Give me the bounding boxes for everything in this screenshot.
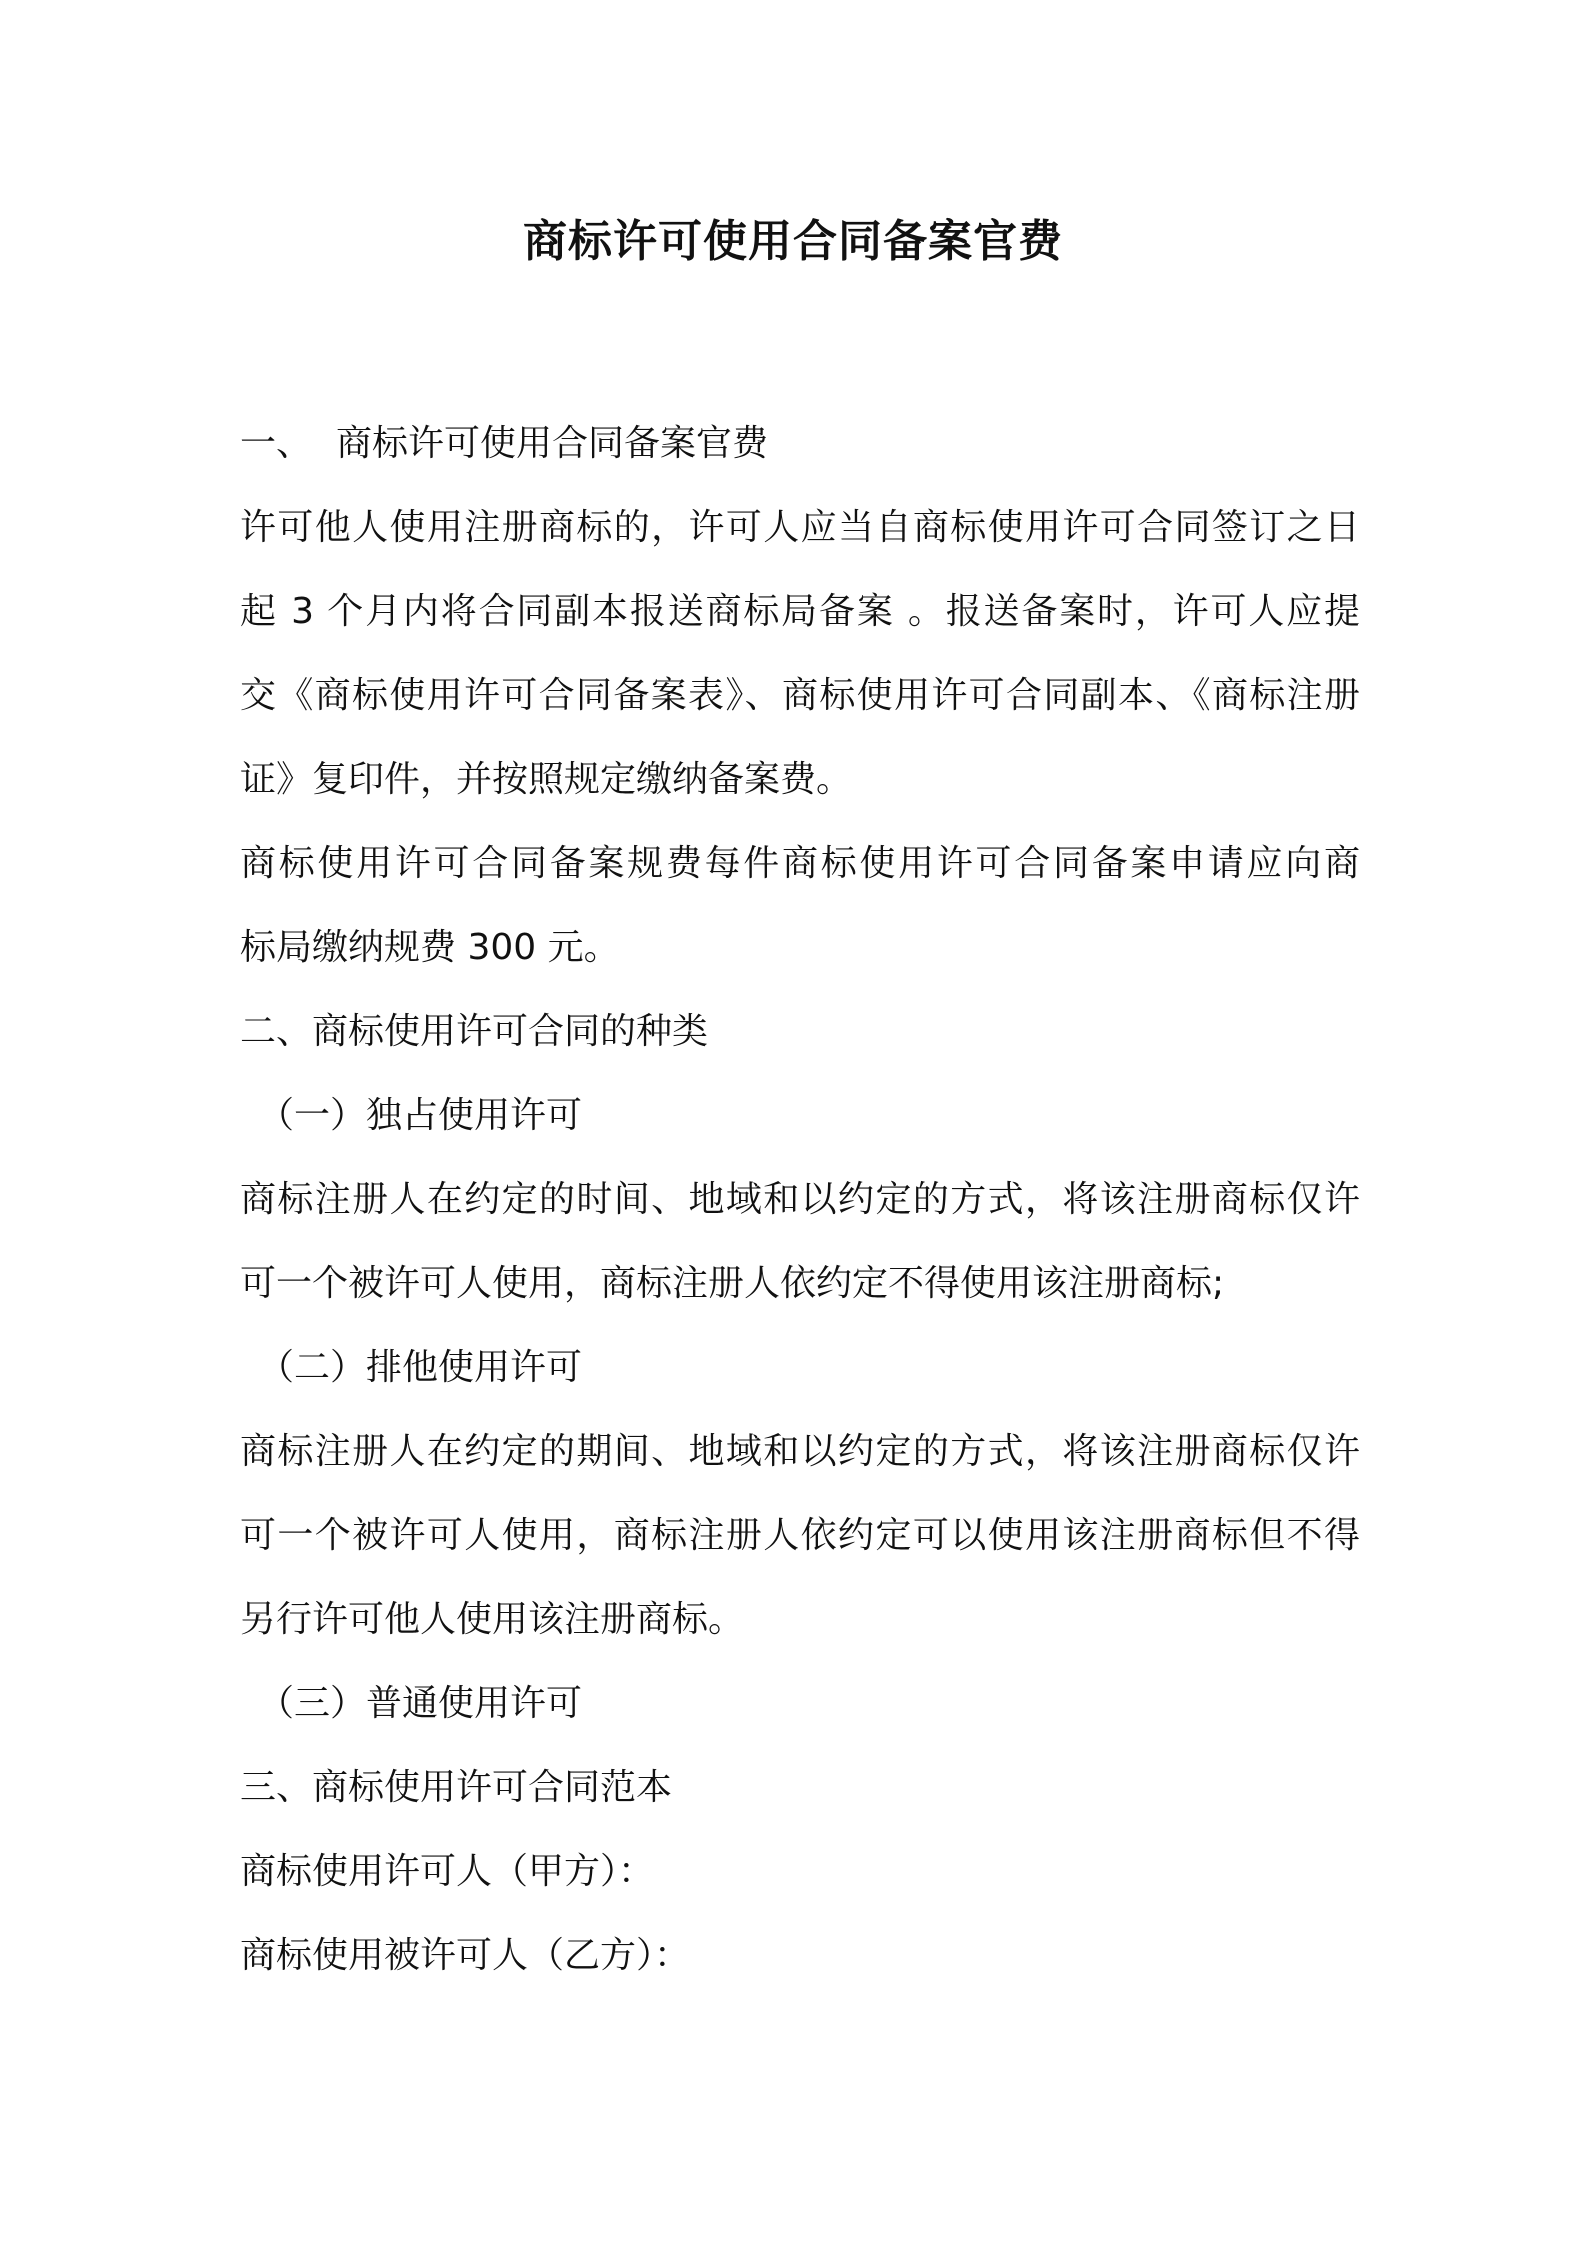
section-1-heading-text: 商标许可使用合同备案官费 — [336, 423, 769, 464]
section-1-number: 一、 — [240, 423, 313, 464]
paragraph-line: 另行许可他人使用该注册商标。 — [240, 1599, 745, 1640]
licensor-field-label: 商标使用许可人（甲方）： — [240, 1851, 655, 1892]
paragraph-line: 许可他人使用注册商标的，许可人应当自商标使用许可合同签订之日 — [240, 507, 1360, 548]
paragraph-line: 可一个被许可人使用，商标注册人依约定不得使用该注册商标; — [240, 1263, 1225, 1304]
paragraph-line: 起 3 个月内将合同副本报送商标局备案 。报送备案时，许可人应提 — [240, 591, 1360, 632]
section-3-heading: 三、商标使用许可合同范本 — [240, 1767, 673, 1808]
document-body — [240, 402, 1360, 1998]
paragraph-line: 证》复印件，并按照规定缴纳备案费。 — [240, 759, 853, 800]
licensee-field-label: 商标使用被许可人（乙方）： — [240, 1935, 691, 1976]
paragraph-line: 商标注册人在约定的时间、地域和以约定的方式，将该注册商标仅许 — [240, 1179, 1360, 1220]
paragraph-line: 标局缴纳规费 300 元。 — [240, 927, 620, 968]
section-1-heading — [240, 402, 1360, 486]
paragraph-line: 商标使用许可合同备案规费每件商标使用许可合同备案申请应向商 — [240, 843, 1360, 884]
paragraph-line: 可一个被许可人使用，商标注册人依约定可以使用该注册商标但不得 — [240, 1515, 1360, 1556]
document-title: 商标许可使用合同备案官费 — [523, 216, 1063, 267]
subsection-heading-exclusive: （一）独占使用许可 — [258, 1095, 583, 1136]
paragraph-line: 交《商标使用许可合同备案表》、商标使用许可合同副本、《商标注册 — [240, 675, 1360, 716]
subsection-heading-sole: （二）排他使用许可 — [258, 1347, 583, 1388]
subsection-heading-general: （三）普通使用许可 — [258, 1683, 583, 1724]
section-2-heading: 二、商标使用许可合同的种类 — [240, 1011, 709, 1052]
paragraph-line: 商标注册人在约定的期间、地域和以约定的方式，将该注册商标仅许 — [240, 1431, 1360, 1472]
